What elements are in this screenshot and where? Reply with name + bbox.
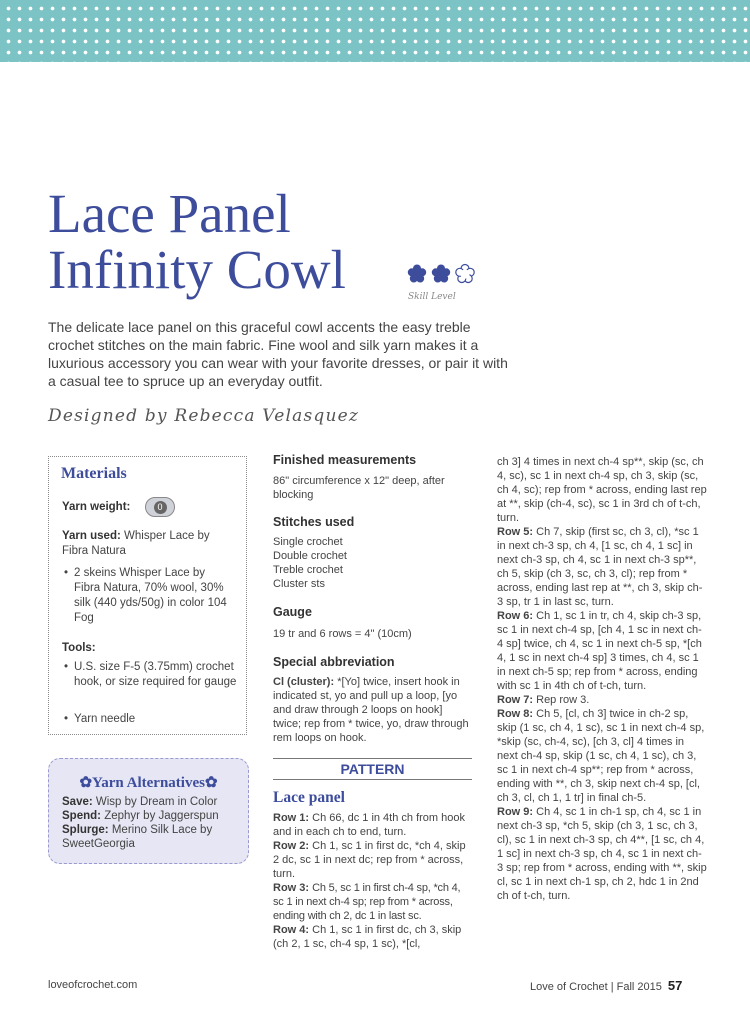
pattern-row xyxy=(497,693,707,707)
special-abbreviation-text: *[Yo] twice, insert hook in indicated st, yo and pull up a loop, [yo and draw through 2 loops on hook] twice; rep from * twice, yo, draw through rem loops on hook. xyxy=(273,676,469,744)
special-abbreviation-heading: Special abbreviation xyxy=(273,655,395,669)
lace-panel-heading: Lace panel xyxy=(273,789,345,806)
yarn-alternatives-box xyxy=(48,758,249,864)
special-abbreviation-term: Cl (cluster): xyxy=(273,676,335,688)
tools-label xyxy=(62,641,96,656)
stitch-item: Treble crochet xyxy=(273,564,343,576)
page-title xyxy=(48,183,346,300)
title-line-1: Lace Panel xyxy=(48,183,291,244)
footer-issue xyxy=(530,978,682,993)
yarn-alternatives-heading-text: Yarn Alternatives xyxy=(92,775,205,791)
row-label: Row 3: xyxy=(273,882,310,894)
gauge-heading: Gauge xyxy=(273,605,312,619)
yarn-used-label: Yarn used: xyxy=(62,530,121,542)
alt-save-label: Save: xyxy=(62,796,93,808)
pattern-row xyxy=(273,839,473,881)
alt-spend-label: Spend: xyxy=(62,810,101,822)
row-text: Ch 7, skip (first sc, ch 3, cl), *sc 1 in next ch-3 sp, ch 4, [1 sc, ch 4, 1 sc] in next ch-3 sp, ch 4, sc 1 in next ch-3 sp**, ch 5, skip (ch 3, sc, ch 3, cl); rep from * across, ending last rep at **, ch 3, skip ch-3 sp, tr 1 in last sc, turn. xyxy=(497,526,703,608)
pattern-row xyxy=(273,881,473,923)
title-line-2: Infinity Cowl xyxy=(48,239,346,300)
row-label: Row 2: xyxy=(273,840,310,852)
row-text: Ch 4, sc 1 in ch-1 sp, ch 4, sc 1 in next ch-3 sp, *ch 5, skip (ch 3, 1 sc, ch 3, cl), sc 1 in next ch-3 sp, ch 4**, [1 sc, ch 4, 1 sc] in next ch-3 sp, ch 4, sc 1 in next ch-3 sp; rep from * across, ending with **, skip cl, sc 1 in next ch-1 sp, ch 2, hdc 1 in 2nd ch of t-ch, turn. xyxy=(497,806,707,902)
alt-spend xyxy=(62,809,219,823)
pattern-rows-col3 xyxy=(497,455,707,903)
stitch-item: Single crochet xyxy=(273,536,343,548)
intro-paragraph: The delicate lace panel on this graceful cowl accents the easy treble crochet stitches on the main fabric. Fine wool and silk yarn makes it a luxurious accessory you can wear with your favorite dresses, or pair it with a casual tee to spruce up an everyday outfit. xyxy=(48,319,508,389)
row-label: Row 6: xyxy=(497,610,534,622)
flower-outline-icon xyxy=(454,263,476,285)
row-label: Row 9: xyxy=(497,806,534,818)
stitches-heading: Stitches used xyxy=(273,515,355,529)
pattern-row xyxy=(497,707,707,805)
pattern-row xyxy=(497,805,707,903)
alt-save-text: Wisp by Dream in Color xyxy=(95,796,218,808)
row-label: Row 7: xyxy=(497,694,534,706)
footer-website: loveofcrochet.com xyxy=(48,979,138,991)
pattern-row xyxy=(273,923,473,951)
skill-level-indicator xyxy=(406,263,476,285)
yarn-used-text: Whisper Lace by Fibra Natura xyxy=(62,530,210,557)
flower-filled-icon xyxy=(406,263,428,285)
pattern-row-continued: ch 3] 4 times in next ch-4 sp**, skip (sc, ch 4, sc), sc 1 in next ch-4 sp, ch 3, skip (sc, ch 4, sc); rep from * across, ending last rep at **, skip (ch-4, sc), sc 1 in 3rd ch of t-ch, turn. xyxy=(497,456,707,524)
row-text: Ch 5, [cl, ch 3] twice in ch-2 sp, skip (1 sc, ch 4, 1 sc), sc 1 in next ch-4 sp, *skip (sc, ch-4, sc), [ch 3, cl] 4 times in next ch-4 sp, skip (1 sc, ch 4, 1 sc), ch 3, sc 1 in next ch-4 sp**; rep from * across, ending with **, ch 3, skip next ch-4 sp, [cl, ch 3, cl, ch 1, 1 tr] in final ch-5. xyxy=(497,708,705,804)
yarn-weight-value: 0 xyxy=(154,501,167,514)
skill-level-label: Skill Level xyxy=(408,292,456,302)
flower-small-icon: ✿ xyxy=(79,775,93,791)
yarn-weight-label: Yarn weight: xyxy=(62,501,131,513)
tools-label-text: Tools: xyxy=(62,642,96,654)
yarn-alternatives-heading xyxy=(49,773,248,792)
pattern-row xyxy=(497,525,707,609)
tool-item-needle: • Yarn needle xyxy=(64,712,244,727)
tool-item-hook: • U.S. size F-5 (3.75mm) crochet hook, or size required for gauge xyxy=(64,660,244,690)
alt-save xyxy=(62,795,217,809)
pattern-heading: PATTERN xyxy=(273,758,472,780)
flower-filled-icon xyxy=(430,263,452,285)
flower-small-icon: ✿ xyxy=(204,775,218,791)
footer-issue-date: Fall 2015 xyxy=(616,981,662,993)
alt-splurge-label: Splurge: xyxy=(62,824,109,836)
stitch-item: Double crochet xyxy=(273,550,347,562)
row-text: Ch 5, sc 1 in first ch-4 sp, *ch 4, sc 1 in next ch-4 sp; rep from * across, ending with ch 2, dc 1 in last sc. xyxy=(273,882,461,922)
pattern-row xyxy=(497,609,707,693)
page-number: 57 xyxy=(667,978,683,993)
footer-separator: | xyxy=(607,981,617,993)
row-text: Ch 1, sc 1 in first dc, *ch 4, skip 2 dc, sc 1 in next dc; rep from * across, turn. xyxy=(273,840,466,880)
alt-splurge xyxy=(62,823,237,851)
row-label: Row 5: xyxy=(497,526,534,538)
row-label: Row 4: xyxy=(273,924,310,936)
row-label: Row 8: xyxy=(497,708,534,720)
special-abbreviation xyxy=(273,675,471,745)
alt-spend-text: Zephyr by Jaggerspun xyxy=(104,810,219,822)
decorative-dot-band xyxy=(0,0,750,62)
gauge-text: 19 tr and 6 rows = 4" (10cm) xyxy=(273,628,412,640)
alt-splurge-text: Merino Silk Lace by SweetGeorgia xyxy=(62,824,213,850)
materials-heading: Materials xyxy=(61,465,127,482)
row-text: Ch 66, dc 1 in 4th ch from hook and in each ch to end, turn. xyxy=(273,812,465,838)
finished-measurements-text: 86" circumference x 12" deep, after blocking xyxy=(273,475,445,501)
row-text: Ch 1, sc 1 in tr, ch 4, skip ch-3 sp, sc 1 in next ch-4 sp, [ch 4, 1 sc in next ch-4 sp] twice, ch 4, sc 1 in next ch-5 sp, *[ch 4, 1 sc in next ch-4 sp] 3 times, ch 4, sc 1 in next ch-5 sp; rep from * across, ending with sc 1 in 4th ch of t-ch, turn. xyxy=(497,610,702,692)
materials-box xyxy=(48,456,247,735)
designer-credit: Designed by Rebecca Velasquez xyxy=(48,406,360,426)
pattern-row xyxy=(273,811,473,839)
yarn-weight-icon xyxy=(145,497,175,517)
footer-magazine: Love of Crochet xyxy=(530,981,608,993)
yarn-used xyxy=(62,529,237,559)
pattern-rows-col2 xyxy=(273,811,473,951)
yarn-skeins-item: • 2 skeins Whisper Lace by Fibra Natura, 70% wool, 30% silk (440 yds/50g) in color 104 Fog xyxy=(64,566,234,626)
stitch-item: Cluster sts xyxy=(273,578,325,590)
row-label: Row 1: xyxy=(273,812,310,824)
finished-measurements-heading: Finished measurements xyxy=(273,453,417,467)
row-text: Rep row 3. xyxy=(536,694,590,706)
row-text: Ch 1, sc 1 in first dc, ch 3, skip (ch 2, 1 sc, ch-4 sp, 1 sc), *[cl, xyxy=(273,924,462,950)
